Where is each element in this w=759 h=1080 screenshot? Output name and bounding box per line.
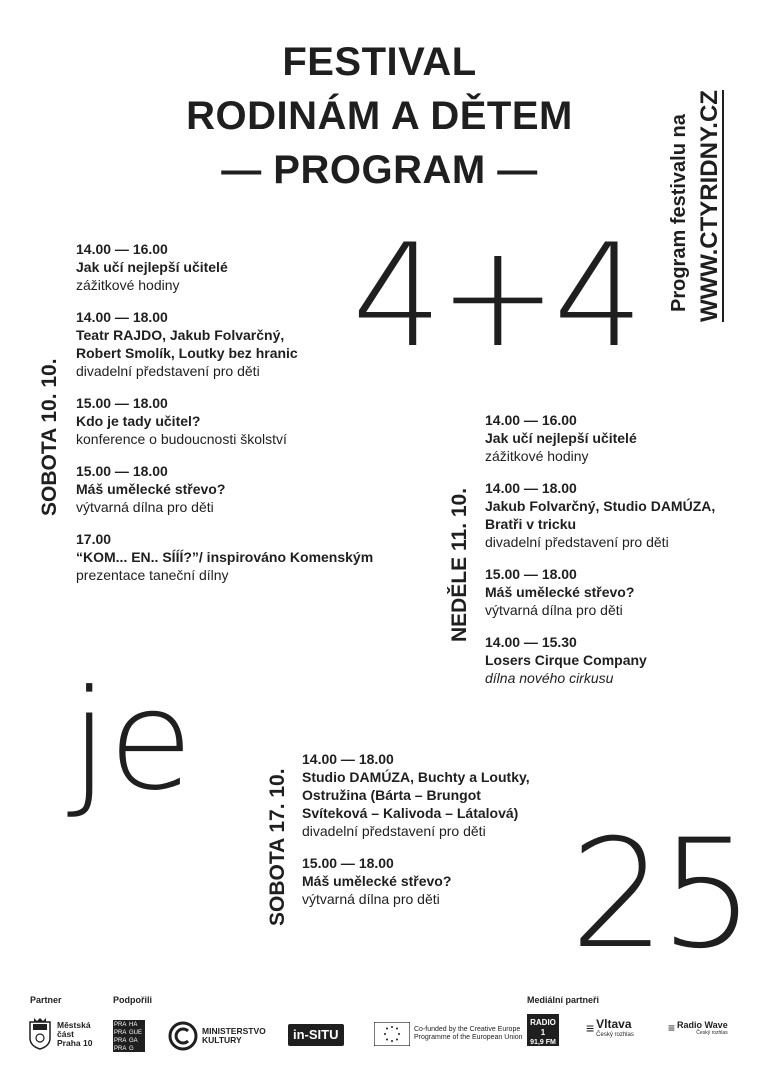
event-name: Máš umělecké střevo? (302, 873, 452, 889)
title-line-2: RODINÁM A DĚTEM (186, 94, 573, 138)
event-item (485, 633, 750, 687)
day-label-sun-11: NEDĚLE 11. 10. (448, 487, 471, 642)
grid-cell: PRA (114, 1046, 127, 1052)
event-name: Jak učí nejlepší učitelé (76, 259, 228, 275)
media-label: Mediální partneři (527, 995, 600, 1005)
event-time: 17.00 (76, 531, 112, 547)
event-desc: zážitkové hodiny (485, 448, 589, 464)
event-desc: konference o budoucnosti školství (76, 431, 287, 447)
title-line-1: FESTIVAL (282, 40, 477, 84)
ministry-logo[interactable] (168, 1021, 272, 1051)
grid-cell: HA (129, 1022, 138, 1028)
grid-cell: PRA (114, 1022, 127, 1028)
vltava-mark-icon: ≡ (586, 1020, 595, 1036)
event-item (302, 750, 552, 840)
insitu-text: in-SITU (288, 1024, 344, 1046)
event-item (485, 565, 750, 619)
event-name: Kdo je tady učitel? (76, 413, 201, 429)
day-label-sat-17: SOBOTA 17. 10. (266, 768, 289, 926)
event-name: Máš umělecké střevo? (76, 481, 226, 497)
big-25: 25 (570, 808, 749, 982)
radio1-freq: 91,9 FM (530, 1039, 556, 1046)
grid-cell: PRA (114, 1030, 127, 1036)
event-time: 14.00 — 18.00 (485, 480, 577, 496)
radiowave-sub: Český rozhlas (696, 1030, 728, 1036)
praha-grid (113, 1020, 145, 1052)
radio1-logo[interactable] (527, 1014, 559, 1046)
big-4plus4: 4+4 (352, 214, 640, 379)
event-desc: dílna nového cirkusu (485, 670, 614, 686)
partner-label: Partner (30, 995, 62, 1005)
eu-flag-icon (374, 1022, 410, 1046)
event-item (76, 530, 374, 584)
ministry-c-icon (168, 1021, 198, 1051)
vltava-texts (596, 1018, 634, 1039)
day-label-sat-10: SOBOTA 10. 10. (38, 358, 61, 516)
event-desc: prezentace taneční dílny (76, 567, 229, 583)
event-time: 15.00 — 18.00 (76, 463, 168, 479)
website-link[interactable]: WWW.CTYRIDNY.CZ (696, 90, 723, 322)
grid-cell: G (129, 1046, 134, 1052)
eu-logo[interactable] (374, 1022, 534, 1046)
event-item (485, 411, 750, 465)
vltava-sub: Český rozhlas (596, 1032, 634, 1038)
coat-of-arms-icon (28, 1018, 52, 1050)
event-desc: zážitkové hodiny (76, 277, 180, 293)
praha10-logo[interactable] (28, 1018, 99, 1050)
insitu-logo[interactable] (288, 1024, 344, 1046)
event-desc: divadelní představení pro děti (302, 823, 486, 839)
supported-label: Podpořili (113, 995, 152, 1005)
radio1-text: RADIO 1 (530, 1018, 556, 1037)
event-time: 14.00 — 18.00 (302, 751, 394, 767)
event-name: Studio DAMÚZA, Buchty a Loutky, Ostružina (Bárta – Brungot Svíteková – Kalivoda – Látalová) (302, 769, 530, 821)
event-item (76, 462, 356, 516)
event-time: 15.00 — 18.00 (76, 395, 168, 411)
event-name: Teatr RAJDO, Jakub Folvarčný, Robert Smolík, Loutky bez hranic (76, 327, 298, 361)
eu-text: Co-funded by the Creative Europe Programme of the European Union (414, 1026, 523, 1041)
event-time: 14.00 — 16.00 (76, 241, 168, 257)
vltava-logo[interactable] (586, 1018, 634, 1039)
praha10-text: Městská část Praha 10 (57, 1019, 93, 1048)
schedule-sun-11 (485, 411, 750, 701)
radiowave-text: Radio Wave (677, 1020, 728, 1030)
event-desc: divadelní představení pro děti (76, 363, 260, 379)
event-time: 14.00 — 18.00 (76, 309, 168, 325)
event-time: 15.00 — 18.00 (302, 855, 394, 871)
grid-cell: PRA (114, 1038, 127, 1044)
event-desc: výtvarná dílna pro děti (76, 499, 214, 515)
event-item (76, 240, 356, 294)
event-name: Losers Cirque Company (485, 652, 647, 668)
schedule-sat-17 (302, 750, 552, 922)
side-note-line-1: Program festivalu na (668, 114, 690, 312)
vltava-text: Vltava (596, 1017, 632, 1031)
radiowave-texts (677, 1020, 728, 1037)
event-desc: výtvarná dílna pro děti (302, 891, 440, 907)
event-desc: výtvarná dílna pro děti (485, 602, 623, 618)
event-item (302, 854, 552, 908)
radiowave-logo[interactable] (668, 1020, 728, 1037)
schedule-sat-10 (76, 240, 374, 598)
event-item (485, 479, 750, 551)
event-time: 14.00 — 16.00 (485, 412, 577, 428)
praha-grid-logo[interactable] (113, 1020, 145, 1052)
grid-cell: GUE (129, 1030, 143, 1036)
event-time: 14.00 — 15.30 (485, 634, 577, 650)
event-name: Jak učí nejlepší učitelé (485, 430, 637, 446)
big-je: je (70, 660, 194, 821)
radiowave-mark-icon: ≡ (668, 1021, 676, 1035)
event-time: 15.00 — 18.00 (485, 566, 577, 582)
ministry-text: MINISTERSTVO KULTURY (202, 1026, 266, 1045)
event-name: “KOM... EN.. SÍÍÍ?”/ inspirováno Komenským (76, 549, 374, 565)
grid-cell: GA (129, 1038, 138, 1044)
title-line-3: — PROGRAM — (221, 148, 538, 192)
event-item (76, 308, 356, 380)
radio1-badge (527, 1014, 559, 1046)
event-item (76, 394, 356, 448)
event-name: Máš umělecké střevo? (485, 584, 635, 600)
event-desc: divadelní představení pro děti (485, 534, 669, 550)
event-name: Jakub Folvarčný, Studio DAMÚZA, Bratři v tricku (485, 498, 716, 532)
